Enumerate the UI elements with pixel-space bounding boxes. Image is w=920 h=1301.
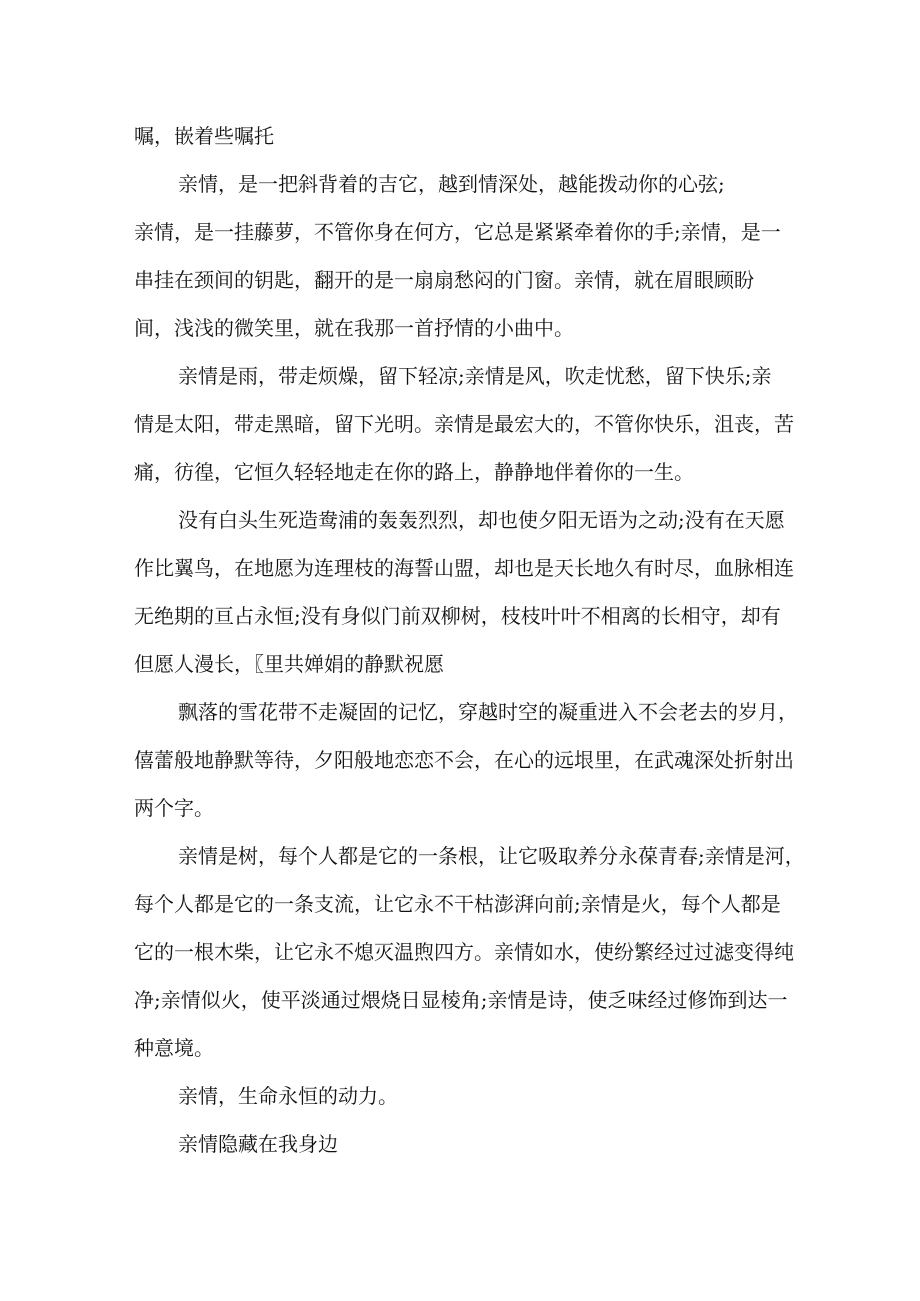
paragraph-line: 亲情隐藏在我身边 xyxy=(178,1132,338,1156)
paragraph-line: 两个字。 xyxy=(134,796,214,820)
paragraph-line: 痛，彷徨，它恒久轻轻地走在你的路上，静静地伴着你的一生。 xyxy=(134,460,694,484)
paragraph-line: 嘱，嵌着些嘱托 xyxy=(134,124,274,148)
paragraph-line: 亲情，生命永恒的动力。 xyxy=(178,1084,398,1108)
paragraph-line: 没有白头生死造鸯浦的轰轰烈烈，却也使夕阳无语为之动;没有在天愿 xyxy=(178,508,785,532)
paragraph xyxy=(134,352,794,496)
paragraph xyxy=(134,832,805,1072)
paragraph-line: 种意境。 xyxy=(134,1036,214,1060)
paragraph-line: 亲情，是一把斜背着的吉它，越到情深处，越能拨动你的心弦; xyxy=(178,172,725,196)
paragraph-line: 每个人都是它的一条支流，让它永不干枯澎湃向前;亲情是火，每个人都是 xyxy=(134,892,781,916)
paragraph-line: 亲情，是一挂藤萝，不管你身在何方，它总是紧紧牵着你的手;亲情，是一 xyxy=(134,220,781,244)
paragraph-line: 僖蕾般地静默等待，夕阳般地恋恋不会，在心的远垠里，在武魂深处折射出 xyxy=(134,748,794,772)
paragraph-line: 无绝期的亘占永恒;没有身似门前双柳树，枝枝叶叶不相离的长相守，却有 xyxy=(134,604,781,628)
paragraph xyxy=(134,1120,794,1168)
paragraph-line: 净;亲情似火，使平淡通过煨烧日显棱角;亲情是诗，使乏味经过修饰到达一 xyxy=(134,988,788,1012)
paragraph-line: 作比翼鸟，在地愿为连理枝的海誓山盟，却也是天长地久有时尽，血脉相连 xyxy=(134,556,794,580)
paragraph-line: 间，浅浅的微笑里，就在我那一首抒情的小曲中。 xyxy=(134,316,574,340)
paragraph-line: 情是太阳，带走黑暗，留下光明。亲情是最宏大的，不管你快乐，沮丧，苦 xyxy=(134,412,794,436)
paragraph-line: 飘落的雪花带不走凝固的记忆，穿越时空的凝重进入不会老去的岁月， xyxy=(178,700,798,724)
paragraph xyxy=(134,112,794,160)
paragraph xyxy=(134,496,794,688)
paragraph-line: 亲情是树，每个人都是它的一条根，让它吸取养分永葆青春;亲情是河， xyxy=(178,844,805,868)
paragraph-line: 但愿人漫长，〖里共婵娟的静默祝愿 xyxy=(134,652,444,676)
paragraph-line: 串挂在颈间的钥匙，翻开的是一扇扇愁闷的门窗。亲情，就在眉眼顾盼 xyxy=(134,268,754,292)
paragraph xyxy=(134,1072,794,1120)
paragraph xyxy=(134,160,794,352)
paragraph-line: 它的一根木柴，让它永不熄灭温煦四方。亲情如水，使纷繁经过过滤变得纯 xyxy=(134,940,794,964)
paragraph xyxy=(134,688,798,832)
paragraph-line: 亲情是雨，带走烦燥，留下轻凉;亲情是风，吹走忧愁，留下快乐;亲 xyxy=(178,364,772,388)
document-body xyxy=(134,112,805,1168)
